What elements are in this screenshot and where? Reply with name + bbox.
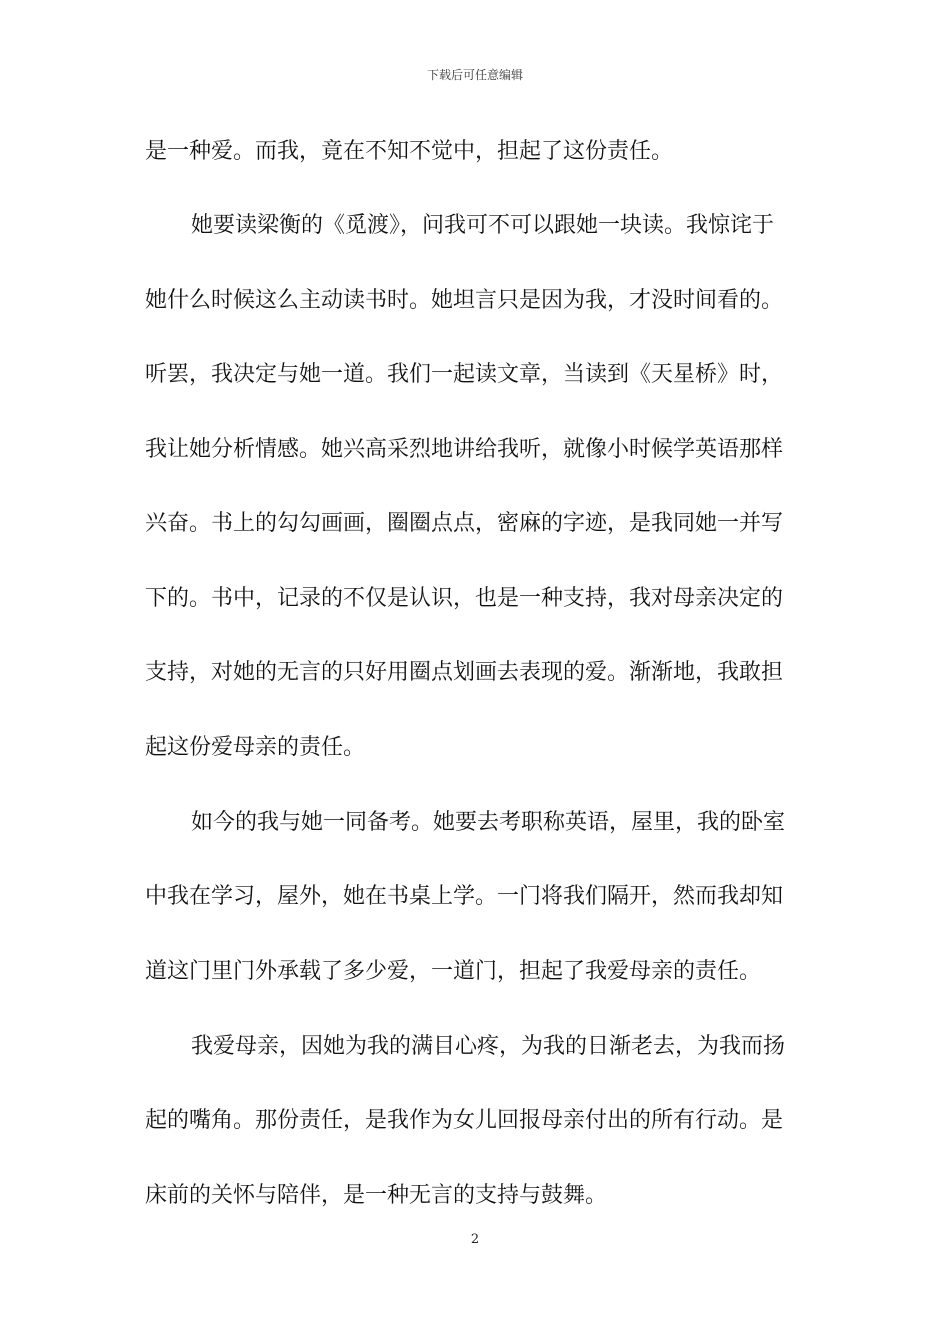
text-line: 她什么时候这么主动读书时。她坦言只是因为我，才没时间看的。: [145, 288, 784, 313]
text-line: 道这门里门外承载了多少爱，一道门，担起了我爱母亲的责任。: [145, 959, 762, 984]
paragraph-first-line: 她要读梁衡的《觅渡》，问我可不可以跟她一块读。我惊诧于: [191, 213, 775, 238]
paragraph-first-line: 我爱母亲，因她为我的满目心疼，为我的日渐老去，为我而扬: [191, 1034, 786, 1059]
text-line: 起这份爱母亲的责任。: [145, 735, 366, 760]
text-line: 是一种爱。而我，竟在不知不觉中，担起了这份责任。: [145, 139, 674, 164]
text-line: 中我在学习，屋外，她在书桌上学。一门将我们隔开，然而我却知: [145, 884, 784, 909]
page-number: 2: [470, 1232, 480, 1247]
text-line: 兴奋。书上的勾勾画画，圈圈点点，密麻的字迹，是我同她一并写: [145, 511, 784, 536]
text-line: 支持，对她的无言的只好用圈点划画去表现的爱。渐渐地，我敢担: [145, 660, 784, 685]
text-line: 我让她分析情感。她兴高采烈地讲给我听，就像小时候学英语那样: [145, 437, 784, 462]
text-line: 床前的关怀与陪伴，是一种无言的支持与鼓舞。: [145, 1183, 608, 1208]
text-line: 下的。书中，记录的不仅是认识，也是一种支持，我对母亲决定的: [145, 586, 784, 611]
page-header: 下载后可任意编辑: [426, 68, 523, 82]
paragraph-first-line: 如今的我与她一同备考。她要去考职称英语，屋里，我的卧室: [191, 810, 786, 835]
text-line: 听罢，我决定与她一道。我们一起读文章，当读到《天星桥》时，: [145, 362, 784, 387]
text-line: 起的嘴角。那份责任，是我作为女儿回报母亲付出的所有行动。是: [145, 1108, 784, 1133]
